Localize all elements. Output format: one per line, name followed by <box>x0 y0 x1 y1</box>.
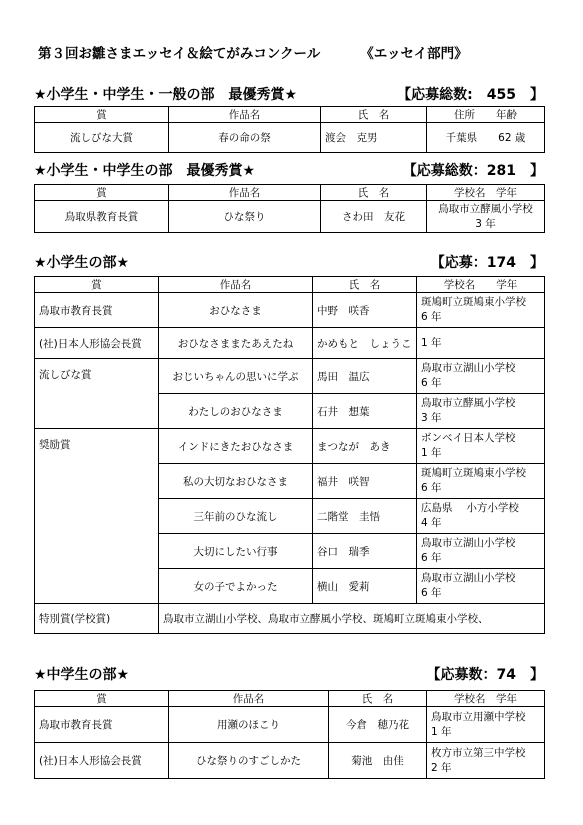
table-row <box>35 707 545 743</box>
category-label: 《エッセイ部門》 <box>360 46 468 62</box>
table-row <box>35 429 545 464</box>
name-cell: 谷口 瑞季 <box>313 534 417 569</box>
school-grade-cell <box>417 534 545 569</box>
school-name: 鳥取市立湖山小学校 <box>421 362 516 374</box>
table-row <box>35 499 545 534</box>
award-cell <box>35 499 159 534</box>
award-cell: 流しびな賞 <box>35 359 159 394</box>
school-name: 鳥取市立酵風小学校 <box>438 202 533 215</box>
table-row <box>35 359 545 394</box>
column-header: 作品名 <box>169 107 321 123</box>
award-cell: 奨励賞 <box>35 429 159 464</box>
work-title-cell: 春の命の祭 <box>169 123 321 153</box>
school-grade-cell <box>417 359 545 394</box>
section-heading-elementary <box>34 252 544 272</box>
column-header: 氏 名 <box>321 107 427 123</box>
column-header: 賞 <box>35 691 169 707</box>
entry-count: 【応募数：74 】 <box>426 667 544 683</box>
name-cell: 菊池 由佳 <box>329 743 427 779</box>
entry-count: 【応募総数：281 】 <box>402 163 544 179</box>
school-grade-cell <box>417 499 545 534</box>
school-name: 斑鳩町立斑鳩東小学校 <box>421 467 526 479</box>
document-title <box>38 42 468 62</box>
name-cell: 馬田 温広 <box>313 359 417 394</box>
table-row <box>35 394 545 429</box>
table-row <box>35 569 545 604</box>
table-row <box>35 534 545 569</box>
work-title-cell: 用瀬のほこり <box>169 707 329 743</box>
school-name: 鳥取市立湖山小学校 <box>421 572 516 584</box>
grade: 1 年 <box>421 447 442 459</box>
school-grade-cell <box>427 743 545 779</box>
address-age-cell: 千葉県 62 歳 <box>427 123 545 153</box>
table-header-row <box>35 185 545 201</box>
work-title-cell: ひな祭りのすごしかた <box>169 743 329 779</box>
section-heading-general <box>34 84 544 104</box>
school-grade-cell <box>427 201 545 233</box>
award-cell: 鳥取市教育長賞 <box>35 707 169 743</box>
results-table-junior-high <box>34 690 545 779</box>
table-row <box>35 743 545 779</box>
column-header: 学校名 学年 <box>417 277 545 293</box>
name-cell: まつなが あき <box>313 429 417 464</box>
section-title: ★中学生の部★ <box>34 667 130 683</box>
grade: 3 年 <box>421 412 442 424</box>
award-cell <box>35 569 159 604</box>
award-cell: 流しびな大賞 <box>35 123 169 153</box>
table-row <box>35 464 545 499</box>
results-table-general <box>34 106 545 153</box>
table-row <box>35 328 545 359</box>
grade: 3 年 <box>475 217 496 230</box>
grade: 2 年 <box>431 761 452 774</box>
work-title-cell: インドにきたおひなさま <box>159 429 313 464</box>
column-header: 氏 名 <box>313 277 417 293</box>
column-header: 作品名 <box>169 185 321 201</box>
school-name: 鳥取市立用瀬中学校 <box>431 710 526 723</box>
school-name: 鳥取市立酵風小学校 <box>421 397 516 409</box>
grade: 6 年 <box>421 552 442 564</box>
table-header-row <box>35 277 545 293</box>
results-table-elem-junior <box>34 184 545 233</box>
contest-title: 第３回お雛さまエッセイ＆絵てがみコンクール <box>38 46 321 62</box>
work-title-cell: わたしのおひなさま <box>159 394 313 429</box>
school-grade-cell <box>427 707 545 743</box>
column-header: 作品名 <box>159 277 313 293</box>
school-name: 鳥取市立湖山小学校 <box>421 537 516 549</box>
name-cell: 渡会 克男 <box>321 123 427 153</box>
work-title-cell: おひなさままたあえたね <box>159 328 313 359</box>
column-header: 作品名 <box>169 691 329 707</box>
section-heading-junior-high <box>34 664 544 684</box>
work-title-cell: 三年前のひな流し <box>159 499 313 534</box>
section-heading-elem-junior <box>34 160 544 180</box>
grade: 1 年 <box>431 725 452 738</box>
entry-count: 【応募：174 】 <box>430 255 544 271</box>
grade: 6 年 <box>421 311 442 323</box>
name-cell: 石井 想葉 <box>313 394 417 429</box>
work-title-cell: 私の大切なおひなさま <box>159 464 313 499</box>
award-cell <box>35 464 159 499</box>
school-name: 広島県 小方小学校 <box>421 502 519 514</box>
column-header: 賞 <box>35 107 169 123</box>
name-cell: 横山 愛莉 <box>313 569 417 604</box>
name-cell: 中野 咲香 <box>313 293 417 328</box>
results-table-elementary <box>34 276 545 634</box>
work-title-cell: おひなさま <box>159 293 313 328</box>
school-grade-cell <box>417 394 545 429</box>
school-grade-cell <box>417 464 545 499</box>
table-row <box>35 201 545 233</box>
school-grade-cell <box>417 569 545 604</box>
column-header: 賞 <box>35 185 169 201</box>
work-title-cell: 大切にしたい行事 <box>159 534 313 569</box>
award-cell: 鳥取県教育長賞 <box>35 201 169 233</box>
name-cell: 今倉 穂乃花 <box>329 707 427 743</box>
name-cell: さわ田 友花 <box>321 201 427 233</box>
column-header: 学校名 学年 <box>427 691 545 707</box>
grade: 6 年 <box>421 587 442 599</box>
column-header: 氏 名 <box>329 691 427 707</box>
table-row <box>35 293 545 328</box>
column-header: 賞 <box>35 277 159 293</box>
table-header-row <box>35 107 545 123</box>
work-title-cell: ひな祭り <box>169 201 321 233</box>
school-grade-cell <box>417 429 545 464</box>
school-name: ボンベイ日本人学校 <box>421 432 516 444</box>
column-header: 氏 名 <box>321 185 427 201</box>
award-cell <box>35 394 159 429</box>
work-title-cell: おじいちゃんの思いに学ぶ <box>159 359 313 394</box>
name-cell: 福井 咲智 <box>313 464 417 499</box>
grade: 6 年 <box>421 377 442 389</box>
school-name: 斑鳩町立斑鳩東小学校 <box>421 296 526 308</box>
school-list-cell: 鳥取市立湖山小学校、鳥取市立酵風小学校、斑鳩町立斑鳩東小学校、 <box>159 604 545 634</box>
work-title-cell: 女の子でよかった <box>159 569 313 604</box>
school-grade-cell <box>417 293 545 328</box>
special-award-row <box>35 604 545 634</box>
name-cell: 二階堂 圭悟 <box>313 499 417 534</box>
award-cell: 鳥取市教育長賞 <box>35 293 159 328</box>
grade: 4 年 <box>421 517 442 529</box>
school-name: 枚方市立第三中学校 <box>431 746 526 759</box>
section-title: ★小学生の部★ <box>34 255 130 271</box>
award-cell <box>35 534 159 569</box>
name-cell: かめもと しょうこ <box>313 328 417 359</box>
grade: 6 年 <box>421 482 442 494</box>
table-header-row <box>35 691 545 707</box>
table-row <box>35 123 545 153</box>
column-header: 学校名 学年 <box>427 185 545 201</box>
column-header: 住所 年齢 <box>427 107 545 123</box>
section-title: ★小学生・中学生・一般の部 最優秀賞★ <box>34 87 298 103</box>
award-cell: (社)日本人形協会長賞 <box>35 328 159 359</box>
section-title: ★小学生・中学生の部 最優秀賞★ <box>34 163 256 179</box>
entry-count: 【応募総数: 455 】 <box>397 87 544 103</box>
award-cell: 特別賞(学校賞) <box>35 604 159 634</box>
award-cell: (社)日本人形協会長賞 <box>35 743 169 779</box>
grade-cell: 1 年 <box>417 328 545 359</box>
